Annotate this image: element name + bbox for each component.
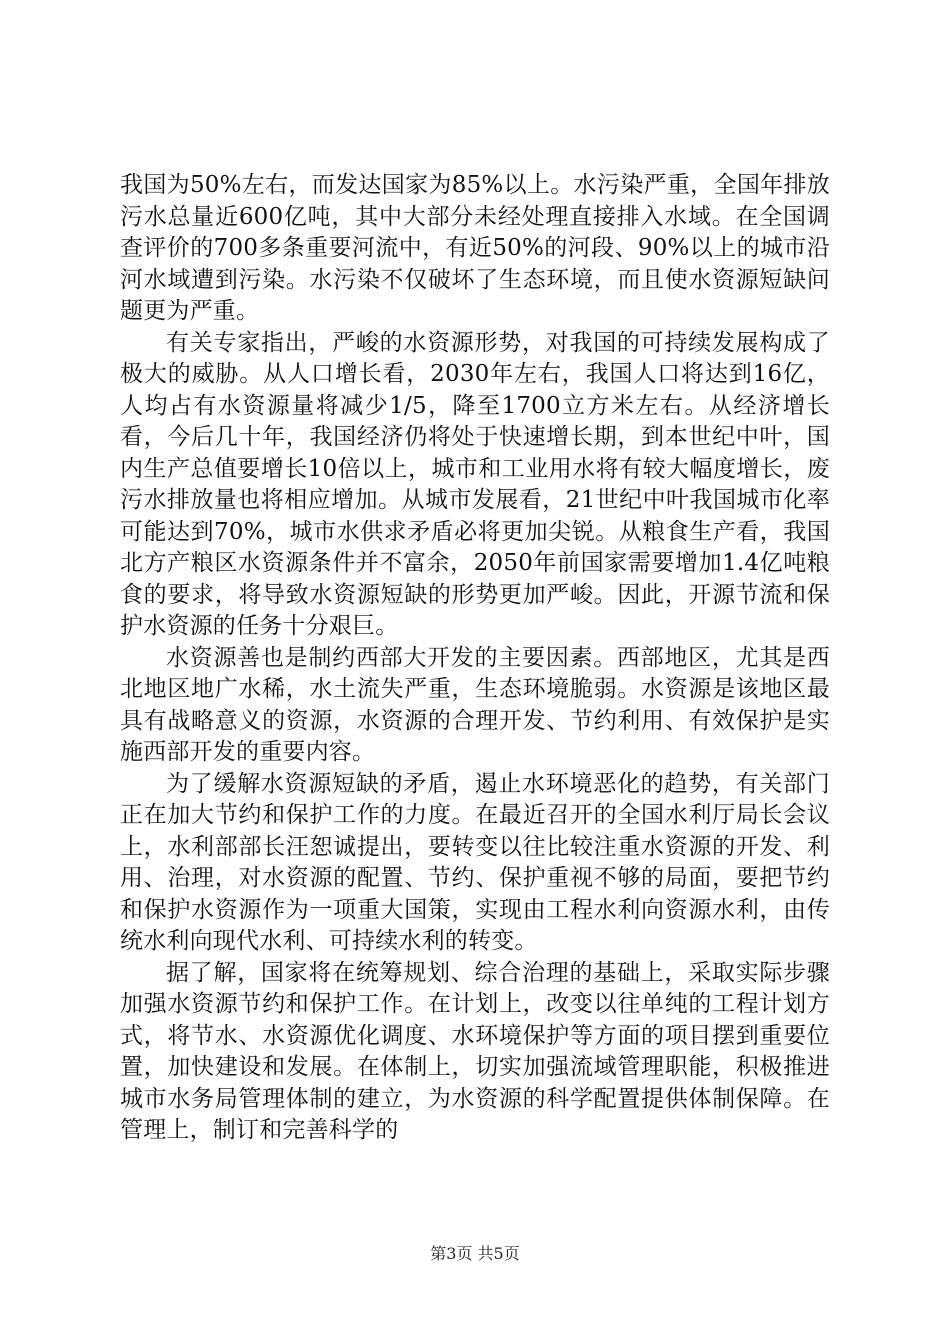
paragraph-1: 我国为50%左右，而发达国家为85%以上。水污染严重，全国年排放污水总量近600亿吨，其中大部分未经处理直接排入水域。在全国调查评价的700多条重要河流中，有近50%的河段、90%以上的城市沿河水域遭到污染。水污染不仅破坏了生态环境，而且使水资源短缺问题更为严重。 <box>120 172 830 324</box>
paragraph-3: 水资源善也是制约西部大开发的主要因素。西部地区，尤其是西北地区地广水稀，水土流失严重，生态环境脆弱。水资源是该地区最具有战略意义的资源，水资源的合理开发、节约利用、有效保护是实施西部开发的重要内容。 <box>120 644 830 765</box>
paragraph-5: 据了解，国家将在统筹规划、综合治理的基础上，采取实际步骤加强水资源节约和保护工作。在计划上，改变以往单纯的工程计划方式，将节水、水资源优化调度、水环境保护等方面的项目摆到重要位置，加快建设和发展。在体制上，切实加强流域管理职能，积极推进城市水务局管理体制的建立，为水资源的科学配置提供体制保障。在管理上，制订和完善科学的 <box>120 959 830 1143</box>
paragraph-2: 有关专家指出，严峻的水资源形势，对我国的可持续发展构成了极大的威胁。从人口增长看，2030年左右，我国人口将达到16亿，人均占有水资源量将减少1/5，降至1700立方米左右。从经济增长看，今后几十年，我国经济仍将处于快速增长期，到本世纪中叶，国内生产总值要增长10倍以上，城市和工业用水将有较大幅度增长，废污水排放量也将相应增加。从城市发展看，21世纪中叶我国城市化率可能达到70%，城市水供求矛盾必将更加尖锐。从粮食生产看，我国北方产粮区水资源条件并不富余，2050年前国家需要增加1.4亿吨粮食的要求，将导致水资源短缺的形势更加严峻。因此，开源节流和保护水资源的任务十分艰巨。 <box>120 329 830 639</box>
paragraph-4: 为了缓解水资源短缺的矛盾，遏止水环境恶化的趋势，有关部门正在加大节约和保护工作的力度。在最近召开的全国水利厅局长会议上，水利部部长汪恕诚提出，要转变以往比较注重水资源的开发、利用、治理，对水资源的配置、节约、保护重视不够的局面，要把节约和保护水资源作为一项重大国策，实现由工程水利向资源水利，由传统水利向现代水利、可持续水利的转变。 <box>120 770 830 954</box>
page-footer: 第3页 共5页 <box>430 1244 520 1263</box>
document-body <box>120 170 830 1147</box>
